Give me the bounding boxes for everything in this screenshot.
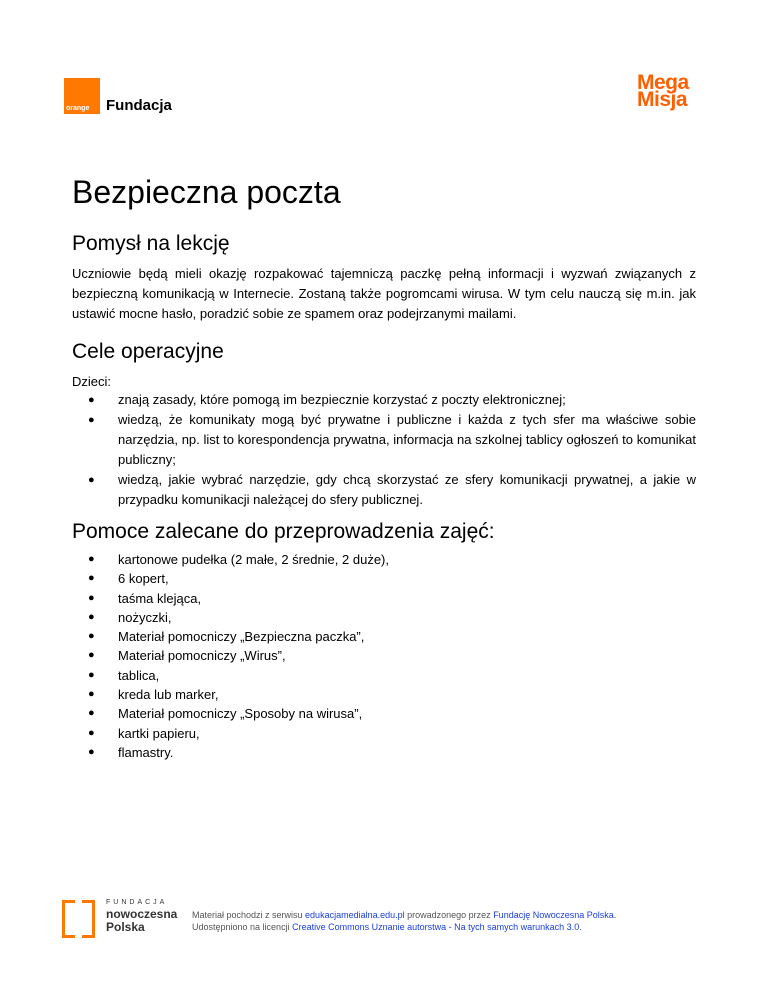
bracket-right-icon bbox=[82, 900, 95, 938]
footer-text-1c: . bbox=[613, 910, 617, 920]
heading-pomoce: Pomoce zalecane do przeprowadzenia zajęć: bbox=[72, 520, 495, 543]
list-item: ● Materiał pomocniczy „Sposoby na wirusa”, bbox=[88, 704, 696, 723]
list-item: ● wiedzą, jakie wybrać narzędzie, gdy chcą skorzystać ze sfery komunikacji prywatnej, a jakie w przypadku komunikacji należącej do sfery publicznej. bbox=[88, 470, 696, 510]
footer-text-1b: prowadzonego przez bbox=[404, 910, 494, 920]
orange-logo-square bbox=[64, 78, 100, 114]
orange-fundacja-logo bbox=[64, 78, 172, 114]
mega-logo-line2: Misja bbox=[637, 88, 688, 111]
footer-text-1a: Materiał pochodzi z serwisu bbox=[192, 910, 306, 920]
list-item: ● wiedzą, że komunikaty mogą być prywatne i publiczne i każda z tych sfer ma właściwe sobie narzędzia, np. list to korespondencja prywatna, informacja na szkolnej tablicy ogłoszeń to komunikat publiczny; bbox=[88, 410, 696, 470]
page-title: Bezpieczna poczta bbox=[72, 174, 341, 210]
cele-list bbox=[88, 390, 696, 510]
pomoce-list bbox=[88, 550, 696, 762]
fundacja-label: Fundacja bbox=[106, 97, 172, 114]
list-item: ● 6 kopert, bbox=[88, 569, 696, 588]
list-item: ● kartki papieru, bbox=[88, 724, 696, 743]
footer-text-2b: . bbox=[579, 922, 582, 932]
list-item: ● tablica, bbox=[88, 666, 696, 685]
fundacja-link[interactable]: Fundację Nowoczesna Polska bbox=[493, 910, 614, 920]
list-item: ● Materiał pomocniczy „Bezpieczna paczka”, bbox=[88, 627, 696, 646]
list-item: ● nożyczki, bbox=[88, 608, 696, 627]
orange-brand-text: orange bbox=[66, 105, 90, 112]
heading-pomysl: Pomysł na lekcję bbox=[72, 232, 230, 255]
list-item: ● flamastry. bbox=[88, 743, 696, 762]
footer-line-1 bbox=[192, 909, 616, 921]
fnp-logo-text bbox=[106, 898, 177, 934]
license-link[interactable]: Creative Commons Uznanie autorstwa - Na tych samych warunkach 3.0 bbox=[292, 922, 580, 932]
edukacja-medialna-link[interactable]: edukacjamedialna.edu.pl bbox=[305, 910, 405, 920]
bracket-left-icon bbox=[62, 900, 75, 938]
footer-text-2a: Udostępniono na licencji bbox=[192, 922, 293, 932]
mega-misja-logo bbox=[637, 71, 689, 111]
fnp-logo-bot: Polska bbox=[106, 920, 145, 934]
list-item: ● kartonowe pudełka (2 małe, 2 średnie, 2 duże), bbox=[88, 550, 696, 569]
heading-cele: Cele operacyjne bbox=[72, 340, 224, 363]
list-item: ● Materiał pomocniczy „Wirus”, bbox=[88, 646, 696, 665]
mega-logo-line1: Mega bbox=[637, 71, 689, 94]
footer-credits bbox=[192, 909, 616, 933]
list-item: ● taśma klejąca, bbox=[88, 589, 696, 608]
footer-line-2 bbox=[192, 921, 616, 933]
list-item: ● znają zasady, które pomogą im bezpiecznie korzystać z poczty elektronicznej; bbox=[88, 390, 696, 410]
fnp-logo-top: FUNDACJA bbox=[106, 899, 168, 906]
list-item: ● kreda lub marker, bbox=[88, 685, 696, 704]
pomysl-paragraph: Uczniowie będą mieli okazję rozpakować tajemniczą paczkę pełną informacji i wyzwań związanych z bezpieczną komunikacją w Internecie. Zostaną także pogromcami wirusa. W tym celu nauczą się m.in. jak ustawić mocne hasło, poradzić sobie ze spamem oraz podejrzanymi mailami. bbox=[72, 266, 696, 321]
cele-intro: Dzieci: bbox=[72, 374, 112, 389]
fnp-logo-mid: nowoczesna bbox=[106, 907, 178, 921]
